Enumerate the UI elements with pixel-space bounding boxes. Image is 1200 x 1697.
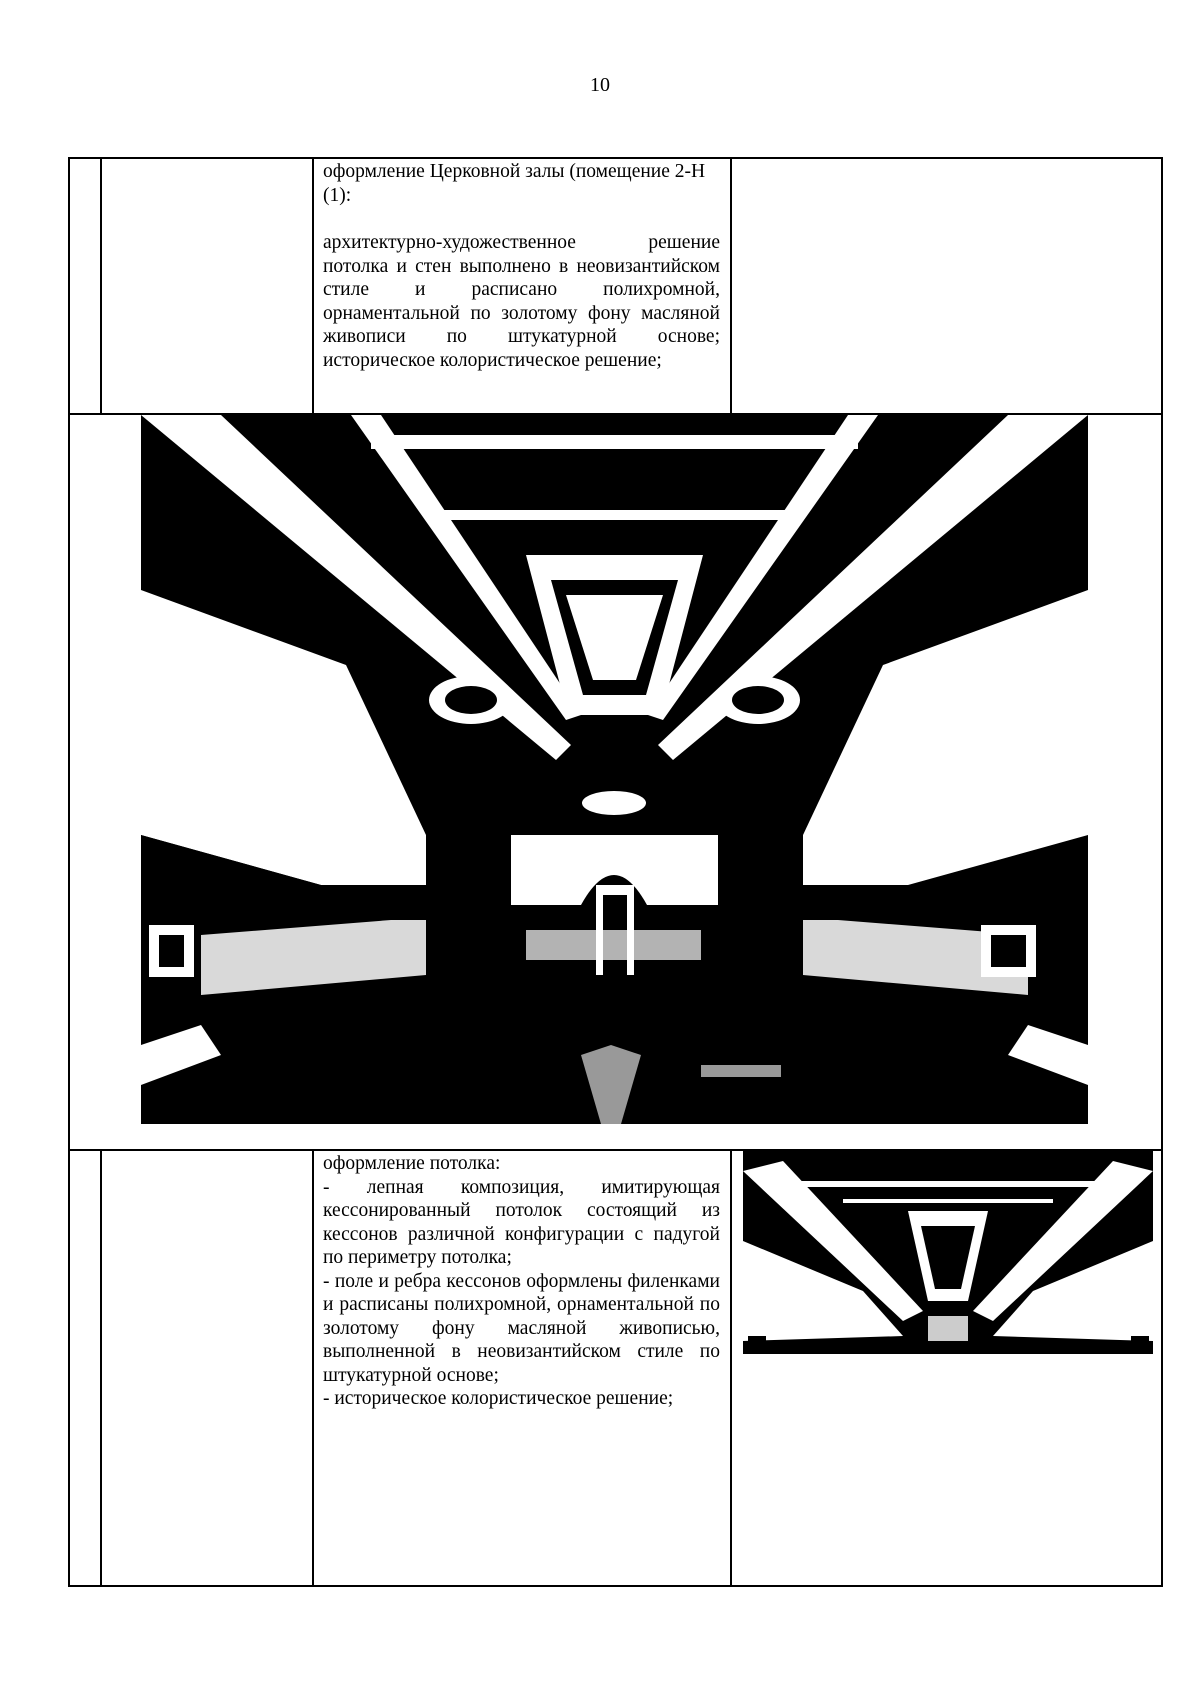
row1-heading: оформление Церковной залы (помещение 2-Н (1):	[323, 161, 706, 206]
row3-item-1: - лепная композиция, имитирующая кессонированный потолок состоящий из кессонов различной конфигурации с падугой по периметру потолка;	[323, 1176, 720, 1268]
col-divider-a-row3	[100, 1149, 102, 1587]
table-border-top	[68, 157, 1163, 159]
col-divider-c-row3	[730, 1149, 732, 1587]
table-border-right	[1161, 157, 1163, 1587]
table-border-bottom	[68, 1585, 1163, 1587]
table-border-left	[68, 157, 70, 1587]
church-hall-interior-photo	[141, 415, 1088, 1124]
row3-item-3: - историческое колористическое решение;	[323, 1388, 674, 1409]
col-divider-b-row3	[312, 1149, 314, 1587]
row3-description	[323, 1152, 720, 1411]
col-divider-a-row1	[100, 157, 102, 415]
hall-photo-graphic	[141, 415, 1088, 1124]
row3-heading: оформление потолка:	[323, 1153, 501, 1174]
page-number: 10	[590, 74, 610, 96]
row3-item-2: - поле и ребра кессонов оформлены филенками и расписаны полихромной, орнаментальной по золотому фону масляной живописью, выполненной в неовизантийском стиле по штукатурной основе;	[323, 1270, 720, 1386]
ceiling-photo-graphic	[743, 1151, 1153, 1354]
col-divider-b-row1	[312, 157, 314, 415]
row1-body: архитектурно-художественное решение потолка и стен выполнено в неовизантийском стиле и расписано полихромной, орнаментальной по золотому фону масляной живописи по штукатурной основе; историческое колористическое решение;	[323, 232, 720, 371]
ceiling-photo	[743, 1151, 1153, 1354]
col-divider-c-row1	[730, 157, 732, 415]
row1-description	[323, 160, 720, 372]
